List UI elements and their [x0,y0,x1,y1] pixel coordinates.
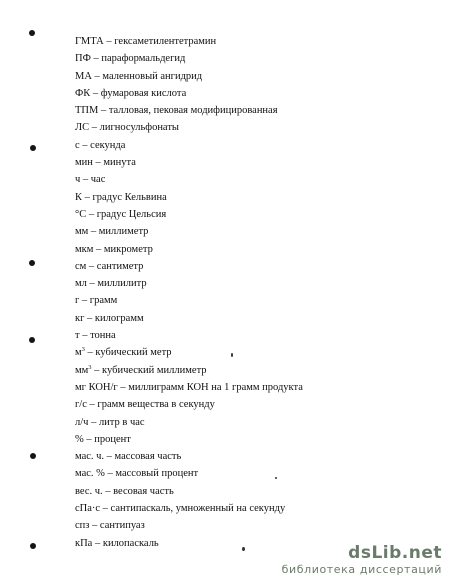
abbreviation-superscript: 3 [81,346,85,354]
abbreviation-entry [75,50,303,67]
watermark [270,543,442,576]
abbreviation-entry [75,344,303,361]
abbreviation-text: ФК – фумаровая кислота [75,87,187,99]
abbreviation-definition: – кубический метр [84,347,172,359]
abbreviation-text: мг КОН/г – миллиграмм КОН на 1 грамм продукта [75,381,303,393]
punch-hole-1 [29,30,35,36]
abbreviation-entry [75,448,303,465]
watermark-brand: dsLib.net [348,543,442,563]
abbreviation-entry [75,258,303,275]
abbreviation-text: см – сантиметр [75,260,144,272]
abbreviation-text: спз – сантипуаз [75,520,145,532]
abbreviation-entry [75,483,303,500]
abbreviation-entry [75,68,303,85]
abbreviation-text: мин – минута [75,157,136,169]
abbreviation-entry [75,137,303,154]
abbreviation-text: г – грамм [75,295,118,307]
abbreviation-text: мкм – микрометр [75,243,153,255]
abbreviation-entry [75,396,303,413]
abbreviation-entry [75,327,303,344]
abbreviation-text: ПФ – параформальдегид [75,53,186,65]
abbreviation-entry [75,171,303,188]
abbreviation-entry [75,310,303,327]
abbreviation-text: К – градус Кельвина [75,191,167,203]
abbreviation-text: л/ч – литр в час [75,416,145,428]
abbreviation-definition: – кубический миллиметр [91,364,207,376]
abbreviation-entry [75,431,303,448]
abbreviation-text: МА – маленновый ангидрид [75,70,203,82]
abbreviation-text: г/с – грамм вещества в секунду [75,399,215,411]
abbreviation-text: кПа – килопаскаль [75,537,159,549]
abbreviation-entry [75,362,303,379]
abbreviation-entry [75,154,303,171]
punch-hole-6 [30,543,36,549]
abbreviation-text: мм [75,364,89,376]
abbreviation-entry [75,465,303,482]
abbreviation-text: % – процент [75,433,131,445]
punch-hole-4 [29,337,35,343]
abbreviation-entry [75,275,303,292]
abbreviation-entry [75,241,303,258]
abbreviation-entry [75,119,303,136]
abbreviation-text: мас. % – массовый процент [75,468,199,480]
abbreviation-text: т – тонна [75,330,116,342]
abbreviation-entry [75,206,303,223]
punch-hole-2 [30,145,36,151]
abbreviation-superscript: 3 [88,363,92,371]
abbreviation-list [75,33,303,552]
abbreviation-text: ТПМ – талловая, пековая модифицированная [75,105,278,117]
abbreviation-text: мм – миллиметр [75,226,149,238]
abbreviation-text: мас. ч. – массовая часть [75,451,182,463]
abbreviation-entry [75,189,303,206]
abbreviation-text: мл – миллилитр [75,278,147,290]
punch-hole-3 [29,260,35,266]
abbreviation-entry [75,33,303,50]
abbreviation-text: вес. ч. – весовая часть [75,485,174,497]
abbreviation-entry [75,102,303,119]
watermark-caption: библиотека диссертаций [281,563,442,576]
abbreviation-entry [75,517,303,534]
abbreviation-entry [75,85,303,102]
abbreviation-entry [75,535,303,552]
abbreviation-text: с – секунда [75,139,126,151]
abbreviation-text: м [75,347,82,359]
punch-hole-5 [30,453,36,459]
abbreviation-entry [75,379,303,396]
abbreviation-text: ГМТА – гексаметилентетрамин [75,36,217,47]
abbreviation-text: ч – час [75,174,106,186]
abbreviation-entry [75,414,303,431]
abbreviation-entry [75,223,303,240]
abbreviation-text: °С – градус Цельсия [75,208,167,220]
abbreviation-entry [75,292,303,309]
abbreviation-text: сПа·с – сантипаскаль, умноженный на секунду [75,503,286,515]
abbreviation-text: ЛС – лигносульфонаты [75,122,179,134]
abbreviation-entry [75,500,303,517]
abbreviation-text: кг – килограмм [75,312,144,324]
